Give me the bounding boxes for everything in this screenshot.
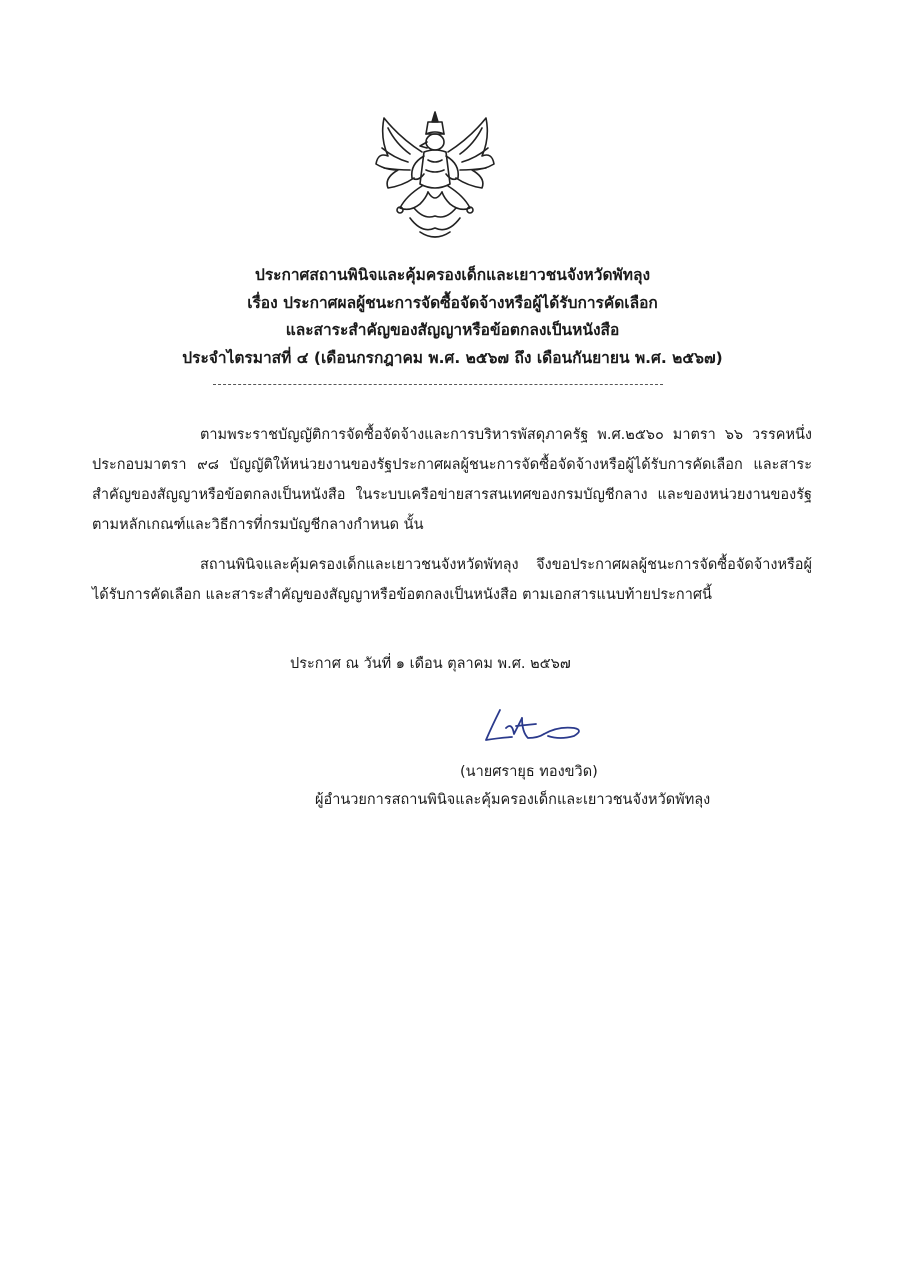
title-line-3: และสาระสำคัญของสัญญาหรือข้อตกลงเป็นหนังสือ bbox=[285, 321, 620, 339]
signer-name: (นายศรายุธ ทองขวิด) bbox=[460, 764, 598, 780]
title-divider bbox=[213, 384, 663, 385]
announcement-title bbox=[90, 262, 815, 372]
signer-title: ผู้อำนวยการสถานพินิจและคุ้มครองเด็กและเยาวชนจังหวัดพัทลุง bbox=[315, 792, 711, 808]
paragraph-2-text: สถานพินิจและคุ้มครองเด็กและเยาวชนจังหวัดพัทลุง จึงขอประกาศผลผู้ชนะการจัดซื้อจัดจ้างหรือผู้ได้รับการคัดเลือก และสาระสำคัญของสัญญาหรือข้อตกลงเป็นหนังสือ ตามเอกสารแนบท้ายประกาศนี้ bbox=[92, 557, 812, 603]
title-line-4: ประจำไตรมาสที่ ๔ (เดือนกรกฎาคม พ.ศ. ๒๕๖๗ ถึง เดือนกันยายน พ.ศ. ๒๕๖๗) bbox=[182, 348, 723, 367]
body-paragraph-1 bbox=[92, 420, 812, 540]
paragraph-1-text: ตามพระราชบัญญัติการจัดซื้อจัดจ้างและการบริหารพัสดุภาครัฐ พ.ศ.๒๕๖๐ มาตรา ๖๖ วรรคหนึ่ง ประกอบมาตรา ๙๘ บัญญัติให้หน่วยงานของรัฐประกาศผลผู้ชนะการจัดซื้อจัดจ้างหรือผู้ได้รับการคัดเลือก และสาระสำคัญของสัญญาหรือข้อตกลงเป็นหนังสือ ในระบบเครือข่ายสารสนเทศของกรมบัญชีกลาง และของหน่วยงานของรัฐตามหลักเกณฑ์และวิธีการที่กรมบัญชีกลางกำหนด นั้น bbox=[92, 427, 812, 533]
announcement-date: ประกาศ ณ วันที่ ๑ เดือน ตุลาคม พ.ศ. ๒๕๖๗ bbox=[290, 656, 571, 672]
title-line-1: ประกาศสถานพินิจและคุ้มครองเด็กและเยาวชนจังหวัดพัทลุง bbox=[254, 266, 651, 284]
title-line-2: เรื่อง ประกาศผลผู้ชนะการจัดซื้อจัดจ้างหรือผู้ได้รับการคัดเลือก bbox=[247, 293, 658, 312]
body-paragraph-2 bbox=[92, 550, 812, 610]
garuda-emblem-icon bbox=[370, 108, 500, 243]
handwritten-signature-icon bbox=[478, 704, 588, 748]
